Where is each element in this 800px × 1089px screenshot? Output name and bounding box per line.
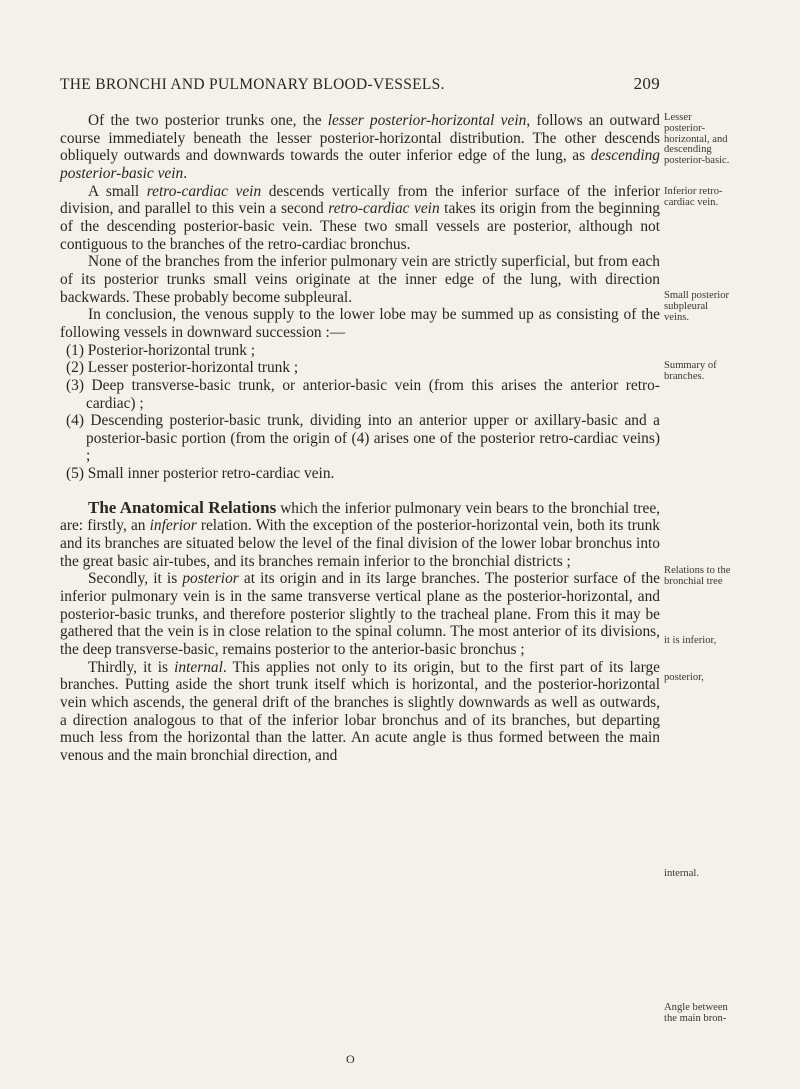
signature-mark: O [346,1052,355,1066]
margin-note-retro-cardiac: Inferior retro-cardiac vein. [664,186,723,208]
section-gap [60,483,660,499]
page-number: 209 [633,74,660,93]
margin-note-posterior: posterior, [664,672,704,683]
paragraph-subpleural: None of the branches from the inferior pulmonary vein are strictly superficial, but from each of its posterior trunks small veins originate at the inner edge of the lung, with direction backwards. These probably become subpleural. [60,253,660,306]
paragraph-lesser-posterior: Of the two posterior trunks one, the lesser posterior-horizontal vein, follows an outward course immediately beneath the lesser posterior-horizontal distribution. The other descends obliquely outwards and downwards towards the outer inferior edge of the lung, as descending posterior-basic vein. [60,112,660,182]
paragraph-retro-cardiac: A small retro-cardiac vein descends vertically from the inferior surface of the inferior division, and parallel to this vein a second retro-cardiac vein takes its origin from the beginning of the descending posterior-basic vein. These two small vessels are posterior, although not contiguous to the branches of the retro-cardiac bronchus. [60,182,661,253]
margin-note-inferior: it is inferior, [664,635,717,646]
margin-note-internal: internal. [664,868,700,879]
margin-note-lesser-posterior: Lesser posterior-horizontal, and descending posterior-basic. [664,112,730,167]
list-item-1: (1) Posterior-horizontal trunk ; [66,341,256,359]
list-item-4: (4) Descending posterior-basic trunk, dividing into an anterior upper or axillary-basic and a posterior-basic portion (from the origin of (4) arises one of the posterior retro-cardiac veins) ; [66,412,660,465]
margin-note-subpleural: Small posterior subpleural veins. [664,290,730,323]
paragraph-summary: In conclusion, the venous supply to the lower lobe may be summed up as consisting of the following vessels in downward succession :— [60,306,660,341]
main-text-column [60,112,660,765]
margin-note-summary: Summary of branches. [664,360,717,382]
list-item-3: (3) Deep transverse-basic trunk, or anterior-basic vein (from this arises the anterior retro-cardiac) ; [66,376,660,412]
paragraph-posterior: Secondly, it is posterior at its origin and in its large branches. The posterior surface of the inferior pulmonary vein is in the same transverse vertical plane as the posterior-horizontal, and posterior-basic trunks, and therefore posterior slightly to the tracheal plane. From this it may be gathered that the vein is in close relation to the spinal column. The most anterior of its divisions, the deep transverse-basic, remains posterior to the anterior-basic bronchus ; [60,570,660,659]
paragraph-internal: Thirdly, it is internal. This applies not only to its origin, but to the first part of its large branches. Putting aside the short trunk itself which is horizontal, and the posterior-horizontal vein which ascends, the general drift of the branches is slightly downwards as well as outwards, a direction analogous to that of the inferior lobar bronchus and of its branches, but departing much less from the horizontal than the latter. An acute angle is thus formed between the main venous and the main bronchial direction, and [60,658,660,764]
paragraph-anatomical-relations: The Anatomical Relations which the inferior pulmonary vein bears to the bronchial tree, are: firstly, an inferior relation. With the exception of the posterior-horizontal vein, both its trunk and its branches are situated below the level of the final division of the lower lobar bronchus into the great basic air-tubes, and its branches remain inferior to the bronchial districts ; [60,497,661,570]
margin-note-angle: Angle between the main bron- [664,1002,728,1024]
margin-note-relations: Relations to the bronchial tree [664,565,731,587]
list-item-2: (2) Lesser posterior-horizontal trunk ; [66,359,299,377]
running-title: THE BRONCHI AND PULMONARY BLOOD-VESSELS. [60,76,445,93]
section-heading: The Anatomical Relations [88,497,277,517]
running-header [60,74,660,94]
list-item-5: (5) Small inner posterior retro-cardiac vein. [66,465,335,483]
